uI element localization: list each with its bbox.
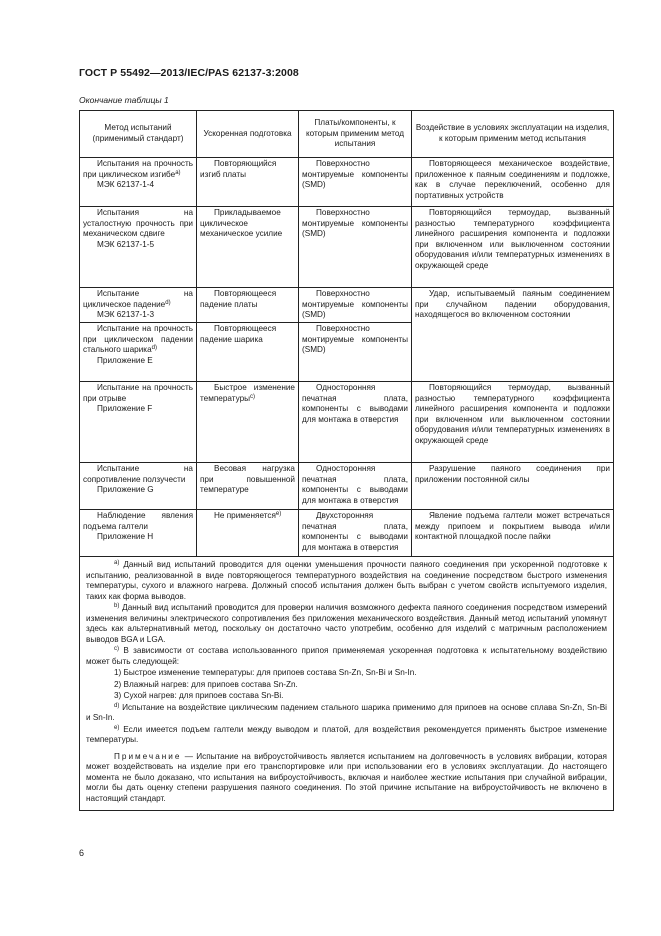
footnote-c-item: 3) Сухой нагрев: для припоев состава Sn-Bi.	[114, 691, 284, 700]
footnote-d: $^{d)}$ Испытание на воздействие циклическим падением стального шарика применимо для припоев на основе сплава Sn-Zn, Sn-Bi и Sn-In.	[86, 702, 607, 722]
column-header-prep: Ускоренная подготовка	[197, 111, 299, 158]
footnote-c: $^{c)}$ В зависимости от состава использованного припоя применяемая ускоренная подготовка к испытательному воздействию может быть следующей:	[86, 646, 608, 666]
boards-cell: Поверхностно монтируемые компоненты (SMD)	[299, 207, 412, 288]
boards-cell: Односторонняя печатная плата, компоненты с выводами для монтажа в отверстия	[299, 463, 412, 510]
boards-cell: Поверхностно монтируемые компоненты (SMD)	[299, 158, 412, 207]
table-row	[80, 207, 614, 288]
table-header-row	[80, 111, 614, 158]
boards-cell: Односторонняя печатная плата, компоненты с выводами для монтажа в отверстия	[299, 382, 412, 463]
table-row	[80, 158, 614, 207]
test-methods-table	[79, 110, 614, 811]
impact-cell: Повторяющийся термоудар, вызванный разностью температурного коэффициента линейного расширения компонента и подложки при включенном или выключенном состоянии оборудования и/или температурных изменениях в окружающей среде	[412, 207, 614, 288]
method-cell: Испытание на прочность при циклическом падении стального шарика$^{d)}$ Приложение E	[80, 323, 197, 382]
note-paragraph: Примечание — Испытание на виброустойчивость является испытанием на долговечность в условиях вибрации, которая может воздействовать на изделие при его транспортировке или при использовании его в условиях эксплуатации. До настоящего момента не было доказано, что испытания на виброустойчивость, включая и наиболее жесткие испытания при случайной вибрации, могли бы дать оценку степени разрушения паяного соединения. По этой причине испытание на виброустойчивость не включено в настоящий стандарт.	[86, 751, 607, 803]
boards-cell: Поверхностно монтируемые компоненты (SMD)	[299, 288, 412, 323]
footnote-e: $^{e)}$ Если имеется подъем галтели между выводом и платой, для воздействия рекомендуется применять быстрое изменение температуры.	[86, 724, 607, 744]
prep-cell: Быстрое изменение температуры$^{c)}$	[197, 382, 299, 463]
impact-cell: Разрушение паяного соединения при приложении постоянной силы	[412, 463, 614, 510]
method-cell: Испытания на усталостную прочность при механическом сдвиге МЭК 62137-1-5	[80, 207, 197, 288]
method-cell: Наблюдение явления подъема галтели Приложение H	[80, 510, 197, 557]
method-cell: Испытание на циклическое падение$^{d)}$ МЭК 62137-1-3	[80, 288, 197, 323]
impact-cell: Повторяющееся механическое воздействие, приложенное к паяным соединениям и подложке, как в случае переключений, особенно для портативных устройств	[412, 158, 614, 207]
boards-cell: Поверхностно монтируемые компоненты (SMD)	[299, 323, 412, 382]
note-label: Примечание	[114, 751, 182, 761]
footnote-c-item: 1) Быстрое изменение температуры: для припоев состава Sn-Zn, Sn-Bi и Sn-In.	[114, 668, 417, 677]
method-cell: Испытание на прочность при отрыве Приложение F	[80, 382, 197, 463]
impact-cell: Явление подъема галтели может встречаться между припоем и покрытием вывода и/или контактной площадкой после пайки	[412, 510, 614, 557]
table-row	[80, 463, 614, 510]
method-cell: Испытание на сопротивление ползучести Приложение G	[80, 463, 197, 510]
column-header-impact: Воздействие в условиях эксплуатации на изделия, к которым применим метод испытания	[412, 111, 614, 158]
prep-cell: Повторяющееся падение платы	[197, 288, 299, 323]
footnote-c-item: 2) Влажный нагрев: для припоев состава Sn-Zn.	[114, 679, 298, 689]
table-row	[80, 382, 614, 463]
footnote-b: $^{b)}$ Данный вид испытаний проводится для проверки наличия возможного дефекта паяного соединения посредством измерений изменения величины электрического сопротивления без приложения механического воздействия. Данный метод испытаний упомянут здесь как альтернативный метод, поскольку он достаточно часто употребим, особенно для изделий с матричным расположением выводов BGA и LGA.	[86, 603, 607, 644]
column-header-boards: Платы/компоненты, к которым применим метод испытания	[299, 111, 412, 158]
column-header-method: Метод испытаний (применимый стандарт)	[80, 111, 197, 158]
boards-cell: Двухсторонняя печатная плата, компоненты с выводами для монтажа в отверстия	[299, 510, 412, 557]
impact-cell: Повторяющийся термоудар, вызванный разностью температурного коэффициента линейного расширения компонента и подложки при включенном или выключенном состоянии оборудования и/или температурных изменениях в окружающей среде	[412, 382, 614, 463]
prep-cell: Повторяющееся падение шарика	[197, 323, 299, 382]
table-row	[80, 288, 614, 323]
footnote-a: $^{a)}$ Данный вид испытаний проводится для оценки уменьшения прочности паяного соединения при ускоренной подготовке к испытанию, реализованной в виде повторяющегося температурного воздействия на соединение посредством быстрого изменения температуры, сухого и влажного нагрева. Должный способ испытания должен быть выбран с учетом свойств испытуемого изделия, таких как форма выводов.	[86, 560, 607, 601]
table-caption: Окончание таблицы 1	[79, 95, 169, 105]
impact-cell: Удар, испытываемый паяным соединением при случайном падении оборудования, находящегося во включенном состоянии	[412, 288, 614, 382]
prep-cell: Весовая нагрузка при повышенной температуре	[197, 463, 299, 510]
prep-cell: Прикладываемое циклическое механическое усилие	[197, 207, 299, 288]
prep-cell: Повторяющийся изгиб платы	[197, 158, 299, 207]
prep-cell: Не применяется$^{e)}$	[197, 510, 299, 557]
method-cell: Испытания на прочность при циклическом изгибе$^{a)}$ МЭК 62137-1-4	[80, 158, 197, 207]
footnotes-row	[80, 557, 614, 811]
table-row	[80, 510, 614, 557]
document-header: ГОСТ Р 55492—2013/IEC/PAS 62137-3:2008	[79, 67, 299, 79]
page-number: 6	[79, 848, 85, 858]
footnotes-cell	[80, 557, 614, 811]
